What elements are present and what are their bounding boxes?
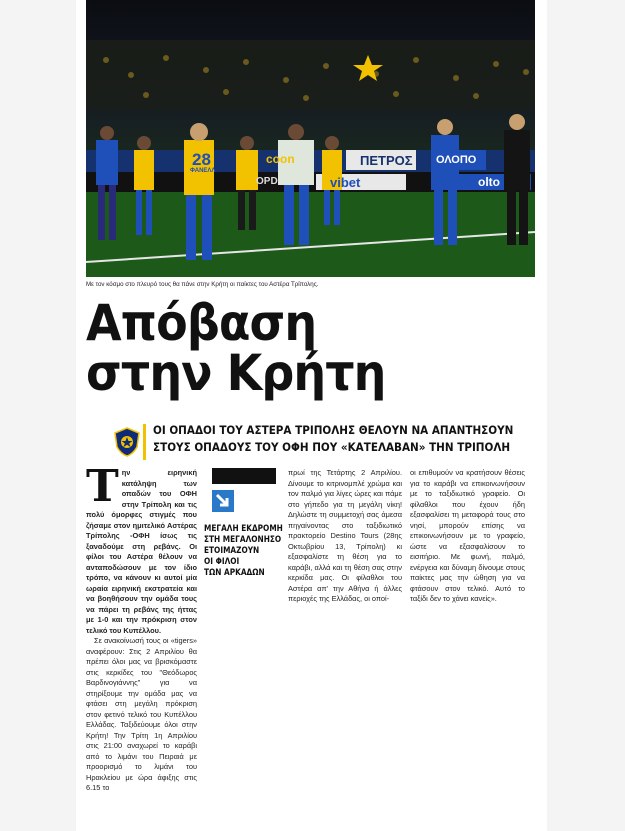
headline-line-2: στην Κρήτη — [86, 344, 386, 402]
paragraph-4: οι επιθυμούν να κρατήσουν θέσεις για το καράβι να επικοινωνήσουν με το ταξιδιωτικό γραφείο. Οι φίλαθλοι που έχουν ήδη εξασφαλίσει τη μεταφορά τους στο νησί, μπορούν επίσης να επικοινωνήσουν με το γραφείο, ώστε να εξασφαλίσουν το εισιτήριο. Με φωνή, παλμό, ενέργεια και δύναμη δίνουμε στους παίκτες μας την ώθηση για να φτάσουν στον τελικό. Αυτό το ταξίδι δεν το χάνει κανείς». — [410, 468, 525, 603]
headline-line-1: Απόβαση — [86, 294, 317, 352]
article-column-3 — [288, 468, 402, 605]
banner-text-1: ΠΕΤΡΟΣ — [360, 153, 413, 168]
pull-quote-line-5: ΤΩΝ ΑΡΚΑΔΩΝ — [204, 567, 265, 577]
club-crest-icon — [114, 427, 140, 457]
pull-quote-box — [204, 468, 282, 578]
pull-quote-text — [204, 523, 283, 578]
jersey-number: 28 — [192, 150, 211, 169]
article-column-4 — [410, 468, 525, 605]
subheadline — [153, 422, 513, 456]
paragraph-3: πρωί της Τετάρτης 2 Απριλίου. Δίνουμε το κιτρινομπλέ χρώμα και τον παλμό για λίγες ώρες και πάμε στο γήπεδο για τη μεγάλη νίκη! Δηλώστε τη συμμετοχή σας άμεσα πηγαίνοντας στο ταξιδιωτικό πρακτορείο Destino Tours (28ης Οκτωβρίου 13, Τρίπολη) κι εξασφαλίστε τη θέση για το καράβι, αλλά και τη θέση σας στην κερκίδα μας. Οι φίλαθλοι του Αστέρα απ' την Αθήνα ή άλλες περιοχές της Ελλάδας, οι οποί- — [288, 468, 402, 603]
banner-text-6: olto — [478, 175, 500, 189]
subhead-accent-bar — [143, 424, 146, 460]
pull-quote-line-1: ΜΕΓΑΛΗ ΕΚΔΡΟΜΗ — [204, 523, 283, 533]
pull-quote-line-4: ΟΙ ΦΙΛΟΙ — [204, 556, 240, 566]
paragraph-2: Σε ανακοίνωσή τους οι «tigers» αναφέρουν: Στις 2 Απριλίου θα πρέπει όλοι μας να βρισκόμαστε στις κερκίδες του "Θεόδωρος Βαρδινογιάννης" για να στηρίξουμε την ομάδα μας να φτάσει στη μεγάλη πρόκριση στον φετινό τελικό του Κυπέλλου Ελλάδας. Ταξιδεύουμε όλοι στην Κρήτη! Την Τρίτη 1η Απριλίου στις 21:00 αναχωρεί το καράβι από το λιμάνι του Πειραιά με προορισμό το λιμάνι του Ηρακλείου με ώρα άφιξης στις 6.15 το — [86, 636, 197, 792]
stadium-illustration — [86, 0, 535, 277]
headline — [86, 294, 386, 402]
subhead-line-2: ΣΤΟΥΣ ΟΠΑΔΟΥΣ ΤΟΥ ΟΦΗ ΠΟΥ «ΚΑΤΕΛΑΒΑΝ» ΤΗΝ ΤΡΙΠΟΛΗ — [153, 441, 511, 454]
banner-text-2: ΟΛΟΠΟ — [436, 154, 477, 166]
pull-quote-line-2: ΣΤΗ ΜΕΓΑΛΟΝΗΣΟ — [204, 534, 282, 544]
jersey-name: ΦΑΝΕΛΛ — [190, 168, 216, 174]
pull-quote-line-3: ΕΤΟΙΜΑΖΟΥΝ — [204, 545, 260, 555]
banner-text-3: coon — [266, 152, 295, 166]
pull-quote-black-bar — [212, 468, 276, 484]
stadium-photo — [86, 0, 535, 277]
banner-text-5: vibet — [330, 175, 361, 190]
newspaper-page — [76, 0, 547, 831]
arrow-down-right-icon — [212, 490, 234, 512]
banner-text-4: OPD — [256, 176, 278, 187]
drop-cap: Τ — [86, 461, 119, 512]
lead-paragraph: ην ειρηνική κατάληψη των οπαδών του ΟΦΗ στην Τρίπολη και τις πολύ όμορφες στιγμές που ζήσαμε στον ημιτελικό Αστέρας Τρίπολης -ΟΦΗ ίσως τις ξαναδούμε στη ρεβάνς. Οι φίλοι του Αστέρα θέλουν να ανταποδώσουν με τον ίδιο τρόπο, να κάνουν κι αυτοί μία ωραία ειρηνική εκστρατεία και να βοηθήσουν την ομάδα τους να πάρει τη ρεβάνς της ήττας με 1-0 και την πρόκριση στον τελικό του Κυπέλλου. — [86, 468, 197, 635]
photo-caption: Με τον κόσμο στο πλευρό τους θα πάνε στην Κρήτη οι παίκτες του Αστέρα Τρίπολης. — [86, 281, 319, 288]
article-column-1 — [86, 461, 197, 794]
subhead-line-1: ΟΙ ΟΠΑΔΟΙ ΤΟΥ ΑΣΤΕΡΑ ΤΡΙΠΟΛΗΣ ΘΕΛΟΥΝ ΝΑ ΑΠΑΝΤΗΣΟΥΝ — [153, 424, 514, 437]
